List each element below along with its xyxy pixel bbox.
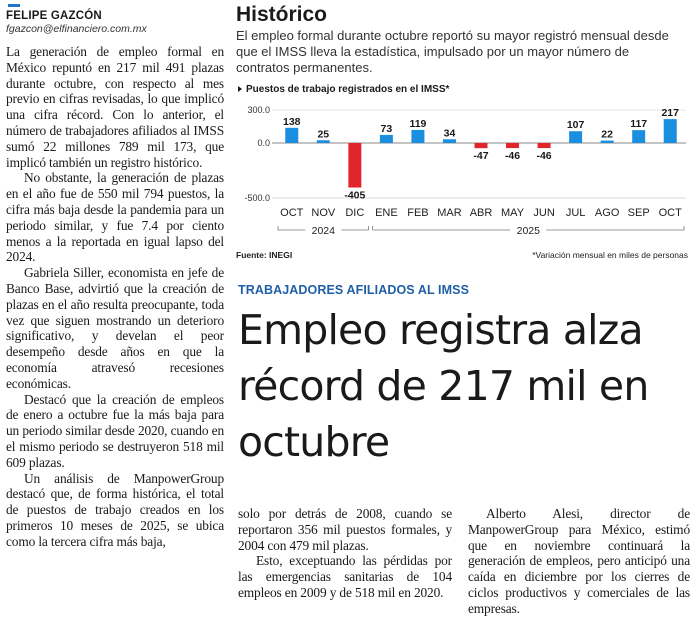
right-column-text xyxy=(468,506,690,617)
article-headline: Empleo registra alza récord de 217 mil en octubre xyxy=(238,306,649,466)
article-kicker: TRABAJADORES AFILIADOS AL IMSS xyxy=(238,283,470,297)
x-tick-label: OCT xyxy=(280,207,304,219)
bar xyxy=(601,141,614,143)
chart-title: Histórico xyxy=(236,3,328,26)
data-label: -405 xyxy=(344,189,366,202)
paragraph: No obstante, la generación de plazas en el año fue de 550 mil 794 puestos, la cifra más baja desde la pandemia para un periodo similar, y fue 7.4 por ciento menos a la reportada en igual lapso del 2024. xyxy=(6,170,224,265)
paragraph: Un análisis de ManpowerGroup destacó que, de forma histórica, el total de puestos de trabajo creados en los primeros 10 meses de 2025, se ubica como la tercera cifra más baja, xyxy=(6,470,224,549)
data-label: 73 xyxy=(380,122,393,135)
data-label: -47 xyxy=(473,150,489,163)
chart-block xyxy=(236,4,692,266)
data-label: 217 xyxy=(661,107,679,120)
data-label: 117 xyxy=(630,118,648,131)
x-tick-label: FEB xyxy=(407,207,429,219)
data-label: 22 xyxy=(601,128,613,141)
left-column xyxy=(6,4,224,550)
y-tick-label: 300.0 xyxy=(247,105,270,115)
x-tick-label: ABR xyxy=(469,207,493,219)
bar xyxy=(285,128,298,143)
x-tick-label: ENE xyxy=(375,207,398,219)
bar xyxy=(443,139,456,143)
x-tick-label: DIC xyxy=(345,207,365,219)
x-tick-label: OCT xyxy=(658,207,682,219)
year-group-label: 2024 xyxy=(311,225,335,237)
paragraph: Esto, exceptuando las pérdidas por las emergencias sanitarias de 104 empleos en 2009 y de 518 mil en 2020. xyxy=(238,553,452,600)
chart-note: *Variación mensual en miles de personas xyxy=(532,250,688,260)
data-label: -46 xyxy=(504,150,521,163)
bar xyxy=(411,130,424,143)
data-label: -46 xyxy=(536,150,552,163)
bar xyxy=(664,119,677,143)
x-tick-label: JUL xyxy=(565,207,586,219)
x-tick-label: MAY xyxy=(501,207,525,219)
data-label: 34 xyxy=(443,127,456,140)
x-tick-label: NOV xyxy=(311,207,336,219)
bar xyxy=(317,140,330,143)
bar-chart xyxy=(236,80,692,248)
paragraph: Destacó que la creación de empleos de enero a octubre fue la más baja para un periodo similar desde 2020, cuando en el mismo periodo se destruyeron 518 mil 609 plazas. xyxy=(6,391,224,470)
chart-label-marker-icon xyxy=(238,86,242,92)
bar xyxy=(569,131,582,143)
x-tick-label: MAR xyxy=(437,207,462,219)
paragraph: Gabriela Siller, economista en jefe de Banco Base, advirtió que la creación de plazas en el año resulta preocupante, toda vez que siguen mostrando un deterioro significativo, y develan el peor desempeño desde años en que la economía atravesó recesiones económicas. xyxy=(6,265,224,391)
x-tick-label: SEP xyxy=(627,207,650,219)
x-tick-label: JUN xyxy=(533,207,555,219)
data-label: 25 xyxy=(317,128,330,141)
author-name: FELIPE GAZCÓN xyxy=(6,10,102,22)
paragraph: solo por detrás de 2008, cuando se reportaron 356 mil puestos formales, y 2004 con 479 mil plazas. xyxy=(238,506,452,553)
bar xyxy=(348,143,361,188)
chart-source: Fuente: INEGI xyxy=(236,250,293,260)
data-label: 138 xyxy=(283,115,301,128)
paragraph: Alberto Alesi, director de ManpowerGroup para México, estimó que en noviembre continuará la generación de empleos, pero anticipó una caída en diciembre por los cierres de ciclos productivos y comerciales de las empresas. xyxy=(468,506,690,616)
left-column-text xyxy=(6,44,224,550)
chart-heading: Puestos de trabajo registrados en el IMSS* xyxy=(246,84,450,95)
data-label: 107 xyxy=(566,119,585,132)
byline-accent-bar xyxy=(8,4,20,7)
y-tick-label: 0.0 xyxy=(257,138,270,148)
bar xyxy=(475,143,488,148)
middle-column-text xyxy=(238,506,452,601)
bar xyxy=(506,143,519,148)
chart-subtitle: El empleo formal durante octubre reportó su mayor registró mensual desde que el IMSS lleva la estadística, impulsado por un mayor número de contratos permanentes. xyxy=(236,28,669,75)
year-group-label: 2025 xyxy=(516,225,540,237)
paragraph: La generación de empleo formal en México repuntó en 217 mil 491 plazas durante octubre, con respecto al mes previo en cifras revisadas, lo que implicó una cifra récord. Con lo anterior, el número de trabajadores afiliados al IMSS sumó 22 millones 789 mil 173, que implicó también un registro histórico. xyxy=(6,44,224,170)
x-tick-label: AGO xyxy=(594,207,620,219)
bar xyxy=(380,135,393,143)
bar xyxy=(632,130,645,143)
data-label: 119 xyxy=(409,117,427,130)
author-email[interactable]: fgazcon@elfinanciero.com.mx xyxy=(6,23,147,35)
y-tick-label: -500.0 xyxy=(244,193,270,203)
bar xyxy=(538,143,551,148)
